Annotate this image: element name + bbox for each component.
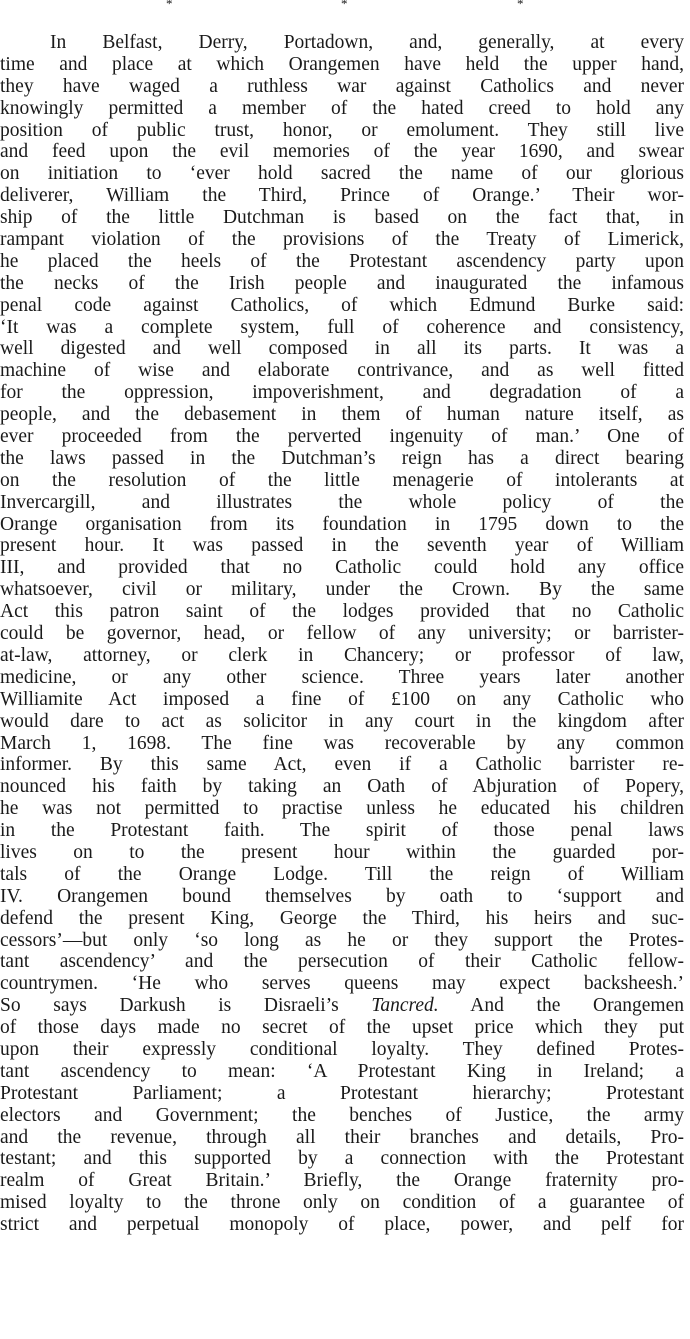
- text-line: Protestant Parliament; a Protestant hierarchy; Protestant: [0, 1082, 684, 1104]
- text-line: knowingly permitted a member of the hated creed to hold any: [0, 97, 684, 119]
- text-line: on initiation to ‘ever hold sacred the name of our glorious: [0, 163, 684, 185]
- text-line: in the Protestant faith. The spirit of those penal laws: [0, 820, 684, 842]
- text-line: and the revenue, through all their branches and details, Pro-: [0, 1126, 684, 1148]
- text-line: would dare to act as solicitor in any court in the kingdom after: [0, 710, 684, 732]
- text-line-tancred: [0, 995, 684, 1017]
- text-segment: And the Orangemen: [470, 995, 684, 1017]
- text-line: people, and the debasement in them of human nature itself, as: [0, 404, 684, 426]
- text-line: they have waged a ruthless war against Catholics and never: [0, 75, 684, 97]
- book-title-italic: Tancred.: [371, 995, 439, 1017]
- text-line: rampant violation of the provisions of the Treaty of Limerick,: [0, 229, 684, 251]
- text-line: tals of the Orange Lodge. Till the reign of William: [0, 863, 684, 885]
- text-line: present hour. It was passed in the seventh year of William: [0, 535, 684, 557]
- text-line: tant ascendency’ and the persecution of their Catholic fellow-: [0, 951, 684, 973]
- text-line: position of public trust, honor, or emolument. They still live: [0, 119, 684, 141]
- text-line: mised loyalty to the throne only on condition of a guarantee of: [0, 1192, 684, 1214]
- text-line: March 1, 1698. The fine was recoverable by any common: [0, 732, 684, 754]
- asterisk-ornament: *: [341, 0, 348, 11]
- body-paragraph: [0, 32, 690, 1258]
- text-line: and feed upon the evil memories of the year 1690, and swear: [0, 141, 684, 163]
- text-line: of those days made no secret of the upset price which they put: [0, 1017, 684, 1039]
- text-line: informer. By this same Act, even if a Catholic barrister re-: [0, 754, 684, 776]
- text-line: upon their expressly conditional loyalty. They defined Protes-: [0, 1038, 684, 1060]
- text-line: machine of wise and elaborate contrivance, and as well fitted: [0, 360, 684, 382]
- text-line: he placed the heels of the Protestant ascendency party upon: [0, 250, 684, 272]
- text-line: Act this patron saint of the lodges provided that no Catholic: [0, 601, 684, 623]
- text-line: Orange organisation from its foundation in 1795 down to the: [0, 513, 684, 535]
- text-line: ship of the little Dutchman is based on the fact that, in: [0, 207, 684, 229]
- text-line: realm of Great Britain.’ Briefly, the Orange fraternity pro-: [0, 1170, 684, 1192]
- text-line: countrymen. ‘He who serves queens may expect backsheesh.’: [0, 973, 684, 995]
- text-line: the laws passed in the Dutchman’s reign has a direct bearing: [0, 447, 684, 469]
- text-line: medicine, or any other science. Three years later another: [0, 666, 684, 688]
- section-break-ornament: [0, 0, 690, 12]
- text-line: In Belfast, Derry, Portadown, and, generally, at every: [50, 32, 684, 53]
- text-line: the necks of the Irish people and inaugurated the infamous: [0, 272, 684, 294]
- text-line: Williamite Act imposed a fine of £100 on any Catholic who: [0, 688, 684, 710]
- text-line: on the resolution of the little menagerie of intolerants at: [0, 469, 684, 491]
- text-line: electors and Government; the benches of Justice, the army: [0, 1104, 684, 1126]
- text-line: III, and provided that no Catholic could hold any office: [0, 557, 684, 579]
- text-line: cessors’—but only ‘so long as he or they support the Protes-: [0, 929, 684, 951]
- asterisk-ornament: *: [166, 0, 173, 11]
- text-line: ‘It was a complete system, full of coherence and consistency,: [0, 316, 684, 338]
- text-line: whatsoever, civil or military, under the Crown. By the same: [0, 579, 684, 601]
- text-line: strict and perpetual monopoly of place, power, and pelf for: [0, 1214, 684, 1236]
- text-line: at-law, attorney, or clerk in Chancery; or professor of law,: [0, 644, 684, 666]
- text-line: deliverer, William the Third, Prince of Orange.’ Their wor-: [0, 185, 684, 207]
- text-line: lives on to the present hour within the guarded por-: [0, 841, 684, 863]
- text-line: defend the present King, George the Third, his heirs and suc-: [0, 907, 684, 929]
- text-line: could be governor, head, or fellow of any university; or barrister-: [0, 623, 684, 645]
- text-line: Invercargill, and illustrates the whole policy of the: [0, 491, 684, 513]
- text-line: ever proceeded from the perverted ingenuity of man.’ One of: [0, 426, 684, 448]
- text-line: he was not permitted to practise unless he educated his children: [0, 798, 684, 820]
- text-line: testant; and this supported by a connection with the Protestant: [0, 1148, 684, 1170]
- text-line: well digested and well composed in all its parts. It was a: [0, 338, 684, 360]
- text-segment: So says Darkush is Disraeli’s: [0, 995, 339, 1017]
- text-line: tant ascendency to mean: ‘A Protestant King in Ireland; a: [0, 1060, 684, 1082]
- text-line: nounced his faith by taking an Oath of Abjuration of Popery,: [0, 776, 684, 798]
- asterisk-ornament: *: [517, 0, 524, 11]
- text-line: penal code against Catholics, of which Edmund Burke said:: [0, 294, 684, 316]
- text-line: for the oppression, impoverishment, and degradation of a: [0, 382, 684, 404]
- text-line: [0, 1236, 684, 1258]
- text-line: time and place at which Orangemen have held the upper hand,: [0, 53, 684, 75]
- text-line: IV. Orangemen bound themselves by oath to ‘support and: [0, 885, 684, 907]
